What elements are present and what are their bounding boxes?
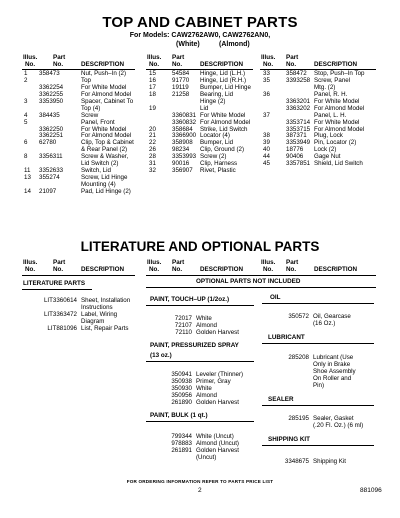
hdr-no: No. — [25, 266, 36, 273]
part-description: Screw, Lid Hinge — [81, 174, 128, 182]
sealer-title: SEALER — [268, 396, 294, 403]
part-no: 3362254 — [39, 83, 64, 91]
part-description: (.20 Fl. Oz.) (6 ml) — [313, 421, 364, 429]
hdr-desc: DESCRIPTION — [200, 61, 244, 68]
part-description: Bumper, Lid — [200, 139, 234, 147]
illus-no: 17 — [149, 83, 156, 91]
illus-no: 45 — [263, 160, 270, 168]
part-description: Sealer, Gasket — [313, 415, 354, 422]
part-description: Top — [81, 76, 91, 84]
part-description: Lock (2) — [314, 146, 337, 154]
parts-row — [0, 175, 140, 182]
illus-no: 1 — [24, 70, 28, 77]
part-description: Only in Brake — [313, 360, 351, 368]
hdr-part: Part — [53, 259, 66, 266]
part-description: Pin) — [313, 381, 325, 389]
part-no: 3362250 — [39, 125, 64, 133]
part-no: 62780 — [39, 139, 57, 147]
part-description: Clip, Top & Cabinet — [81, 139, 134, 147]
illus-no: 2 — [24, 76, 28, 84]
part-description: Almond — [196, 321, 217, 329]
page-title: TOP AND CABINET PARTS — [102, 14, 298, 31]
part-description: Hinge, Lid (L.H.) — [200, 70, 246, 77]
part-no: 3362255 — [39, 90, 64, 98]
part-no: 3360831 — [172, 111, 197, 119]
oil-title: OIL — [270, 294, 281, 301]
part-no: 3348675 — [284, 458, 309, 465]
shipping-kit-list — [0, 459, 400, 466]
hdr-no: No. — [149, 266, 160, 273]
part-description: Clip, Ground (2) — [200, 146, 245, 154]
part-no: 3363202 — [286, 104, 311, 112]
lubricant-title: LUBRICANT — [268, 334, 305, 341]
part-no: 3353715 — [286, 125, 311, 133]
part-description: White — [196, 315, 212, 322]
part-no: 91770 — [172, 76, 190, 84]
part-no: 21097 — [39, 187, 57, 195]
part-no: 261891 — [171, 446, 192, 454]
parts-row — [0, 168, 260, 175]
illus-no: 44 — [263, 153, 270, 161]
parts-table-header — [0, 54, 400, 70]
hdr-desc: DESCRIPTION — [314, 61, 358, 68]
illus-no: 4 — [24, 111, 28, 119]
list-item — [0, 298, 145, 305]
part-description: Pad, Lid Hinge (2) — [81, 187, 131, 195]
list-item — [0, 423, 400, 430]
hdr-no: No. — [25, 61, 36, 68]
part-description: Screw, Panel — [314, 76, 351, 84]
part-no: 3362251 — [39, 132, 64, 140]
part-no: 3356311 — [39, 153, 63, 161]
part-description: For White Model — [314, 97, 360, 105]
illus-no: 26 — [149, 146, 156, 154]
hdr-no: No. — [172, 61, 183, 68]
part-description: (16 Oz.) — [313, 319, 336, 327]
illus-no: 39 — [263, 139, 270, 147]
part-description: Panel, Front — [81, 118, 115, 126]
part-no: 384435 — [39, 111, 60, 119]
part-description: Hinge, Lid (R.H.) — [200, 76, 247, 84]
oil-rule — [262, 303, 374, 304]
part-description: Clip, Harness — [200, 160, 238, 168]
hdr-desc: DESCRIPTION — [314, 266, 358, 273]
illus-no: 22 — [149, 139, 156, 147]
part-no: 3366900 — [172, 132, 197, 140]
part-description: For Almond Model — [81, 90, 132, 98]
sealer-rule — [262, 405, 374, 406]
illus-no: 11 — [24, 167, 31, 175]
part-description: Top (4) — [81, 104, 101, 112]
illus-no: 37 — [263, 111, 270, 119]
part-no: 18776 — [286, 146, 304, 154]
part-description: White — [196, 384, 212, 392]
hdr-illus: Illus. — [147, 259, 162, 266]
part-no: LIT3360614 — [43, 297, 77, 304]
illus-no: 21 — [149, 132, 156, 140]
parts-row — [0, 78, 400, 85]
illus-no: 33 — [263, 70, 270, 77]
part-description: Plug, Lock — [314, 132, 343, 140]
part-description: Screw (2) — [200, 153, 227, 161]
part-description: (Uncut) — [196, 453, 217, 461]
part-no: 3353950 — [39, 97, 64, 105]
part-description: Locator (4) — [200, 132, 230, 140]
illus-no: 13 — [24, 174, 31, 182]
paint-touchup-rule — [146, 305, 254, 306]
illus-no: 31 — [149, 160, 156, 168]
hdr-no: No. — [149, 61, 160, 68]
part-no: 3353993 — [172, 153, 197, 161]
part-description: For White Model — [81, 83, 127, 91]
parts-row — [0, 161, 400, 168]
list-item — [0, 376, 400, 383]
part-description: Nut, Push–In (2) — [81, 70, 127, 77]
part-description: Mtg. (2) — [314, 83, 336, 91]
part-description: Screw — [81, 111, 99, 119]
part-no: LIT3363472 — [43, 310, 77, 318]
optional-parts-header: OPTIONAL PARTS NOT INCLUDED — [196, 278, 301, 285]
part-no: 358473 — [39, 70, 60, 77]
part-description: Bumper, Lid Hinge — [200, 83, 251, 91]
list-item — [0, 383, 400, 390]
part-description: Shipping Kit — [313, 458, 347, 465]
part-no: 285195 — [288, 415, 309, 422]
part-no: 358684 — [172, 125, 193, 133]
part-description: For White Model — [81, 125, 127, 133]
part-description: Oil, Gearcase — [313, 313, 351, 320]
part-description: Lid Switch (2) — [81, 160, 119, 168]
hdr-desc: DESCRIPTION — [81, 61, 125, 68]
part-description: Mounting (4) — [81, 181, 116, 188]
hdr-illus: Illus. — [23, 54, 38, 61]
part-no: 3353949 — [286, 139, 311, 147]
part-description: Spacer, Cabinet To — [81, 97, 134, 105]
part-no: 350956 — [171, 391, 192, 399]
parts-column-3 — [0, 71, 400, 168]
hdr-illus: Illus. — [147, 54, 162, 61]
part-description: For Almond Model — [314, 125, 365, 133]
part-description: Pin, Locator (2) — [314, 139, 357, 147]
part-no: 358472 — [286, 70, 307, 77]
hdr-part: Part — [286, 54, 299, 61]
hdr-no: No. — [286, 61, 297, 68]
paint-spray-size: (13 oz.) — [150, 352, 172, 359]
illus-no: 40 — [263, 146, 270, 154]
header-rule — [22, 275, 135, 276]
part-no: 978883 — [171, 439, 192, 447]
paint-bulk-list — [0, 434, 260, 462]
paint-touchup-title: PAINT, TOUCH–UP (1/2oz.) — [150, 296, 230, 303]
header-rule — [146, 275, 376, 276]
illus-no: 18 — [149, 90, 156, 98]
part-description: For Almond Model — [81, 132, 132, 140]
part-description: White (Uncut) — [196, 433, 234, 440]
part-no: 355274 — [39, 174, 60, 182]
document-number: 881096 — [360, 487, 382, 494]
part-no: 261890 — [171, 398, 192, 406]
part-description: Label, Wiring — [81, 310, 118, 318]
literature-parts-title: LITERATURE PARTS — [23, 280, 86, 287]
part-description: Shield, Lid Switch — [314, 160, 363, 168]
parts-row — [0, 140, 400, 147]
part-no: 90016 — [172, 160, 190, 168]
ordering-note: FOR ORDERING INFORMATION REFER TO PARTS PRICE LIST — [126, 479, 274, 484]
part-no: 3363201 — [286, 97, 311, 105]
parts-row — [0, 189, 140, 196]
hdr-illus: Illus. — [23, 259, 38, 266]
finish-white: (White) — [176, 41, 200, 48]
literature-rule — [22, 289, 92, 290]
sealer-list — [0, 416, 400, 430]
oil-list — [0, 310, 400, 328]
part-no: 3352633 — [39, 167, 64, 175]
hdr-illus: Illus. — [261, 54, 276, 61]
part-description: Golden Harvest — [196, 446, 239, 454]
hdr-no: No. — [286, 266, 297, 273]
part-description: Panel, L. H. — [314, 111, 347, 119]
illus-no: 5 — [24, 118, 28, 126]
illus-no: 19 — [149, 104, 156, 112]
illus-no: 15 — [149, 70, 156, 77]
hdr-part: Part — [172, 259, 185, 266]
hdr-desc: DESCRIPTION — [81, 266, 125, 273]
part-description: For White Model — [200, 111, 246, 119]
part-description: Switch, Lid — [81, 167, 111, 175]
illus-no: 3 — [24, 97, 28, 105]
part-description: Leveler (Thinner) — [196, 371, 244, 378]
part-description: Hinge (2) — [200, 97, 226, 105]
illus-no: 8 — [24, 153, 28, 161]
part-no: 350941 — [171, 371, 192, 378]
optional-rule — [146, 287, 376, 288]
part-description: List, Repair Parts — [81, 324, 129, 332]
part-description: Primer, Gray — [196, 377, 231, 385]
hdr-no: No. — [263, 266, 274, 273]
part-description: For Almond Model — [200, 118, 251, 126]
part-no: 98234 — [172, 146, 190, 154]
part-description: Lubricant (Use — [313, 354, 354, 361]
part-description: For Almond Model — [314, 104, 365, 112]
part-no: 72107 — [174, 321, 192, 329]
illus-no: 35 — [263, 76, 270, 84]
illus-no: 32 — [149, 167, 156, 175]
part-no: 350930 — [171, 384, 192, 392]
hdr-no: No. — [172, 266, 183, 273]
illus-no: 36 — [263, 90, 270, 98]
part-no: 285208 — [288, 354, 309, 361]
part-description: Instructions — [81, 303, 113, 311]
paint-spray-title: PAINT, PRESSURIZED SPRAY — [150, 342, 239, 349]
part-description: & Rear Panel (2) — [81, 146, 128, 154]
part-no: 90406 — [286, 153, 304, 161]
section-title: LITERATURE AND OPTIONAL PARTS — [80, 239, 320, 254]
paint-bulk-title: PAINT, BULK (1 qt.) — [150, 412, 208, 419]
shipping-kit-rule — [262, 445, 374, 446]
illus-no: 16 — [149, 76, 156, 84]
part-description: Gage Nut — [314, 153, 341, 161]
list-item — [0, 310, 400, 321]
part-description: Diagram — [81, 317, 105, 325]
part-no: 3393258 — [286, 76, 311, 84]
part-description: Shoe Assembly — [313, 367, 356, 375]
part-no: 3357851 — [286, 160, 311, 168]
illus-no: 38 — [263, 132, 270, 140]
part-no: 21258 — [172, 90, 190, 98]
part-no: 799344 — [171, 433, 192, 440]
part-description: Almond — [196, 391, 217, 399]
lit-table-header — [0, 259, 400, 275]
part-description: Golden Harvest — [196, 398, 239, 406]
part-no: 19119 — [172, 83, 189, 91]
list-item — [0, 330, 260, 337]
part-description: Strike, Lid Switch — [200, 125, 248, 133]
shipping-kit-title: SHIPPING KIT — [268, 436, 310, 443]
part-description: For White Model — [314, 118, 360, 126]
part-no: 72110 — [175, 328, 192, 336]
part-description: Panel, R. H. — [314, 90, 348, 98]
hdr-no: No. — [53, 61, 64, 68]
part-description: Golden Harvest — [196, 328, 239, 336]
lubricant-rule — [262, 343, 374, 344]
illus-no: 20 — [149, 125, 156, 133]
part-description: Rivet, Plastic — [200, 167, 236, 175]
part-description: On Roller and — [313, 374, 352, 382]
page-number: 2 — [198, 487, 202, 494]
list-item — [0, 459, 400, 466]
models-line: For Models: CAW2762AW0, CAW2762AN0, — [129, 32, 271, 39]
hdr-desc: DESCRIPTION — [200, 266, 244, 273]
part-no: 358908 — [172, 139, 193, 147]
hdr-part: Part — [53, 54, 66, 61]
lubricant-list — [0, 355, 400, 390]
part-no: 3360832 — [172, 118, 197, 126]
part-description: Lid — [200, 104, 209, 112]
part-no: 350572 — [288, 313, 309, 320]
list-item — [0, 448, 260, 455]
hdr-illus: Illus. — [261, 259, 276, 266]
part-description: Screw & Washer, — [81, 153, 129, 161]
part-no: 350938 — [171, 377, 192, 385]
list-item — [0, 400, 260, 407]
part-description: Sheet, Installation — [81, 297, 131, 304]
illus-no: 28 — [149, 153, 156, 161]
finish-almond: (Almond) — [219, 41, 250, 48]
hdr-part: Part — [172, 54, 185, 61]
part-no: 3353714 — [286, 118, 311, 126]
part-no: 54584 — [172, 70, 190, 77]
part-description: Stop, Push–In Top — [314, 70, 365, 77]
part-no: 356907 — [172, 167, 193, 175]
illus-no: 14 — [24, 187, 31, 195]
illus-no: 6 — [24, 139, 28, 147]
part-description: Bearing, Lid — [200, 90, 234, 98]
part-no: LIT881096 — [47, 324, 77, 332]
part-no: 387371 — [286, 132, 307, 140]
part-no: 72017 — [174, 315, 192, 322]
hdr-no: No. — [53, 266, 64, 273]
hdr-no: No. — [263, 61, 274, 68]
part-description: Almond (Uncut) — [196, 439, 239, 447]
parts-row — [0, 147, 400, 154]
hdr-part: Part — [286, 259, 299, 266]
